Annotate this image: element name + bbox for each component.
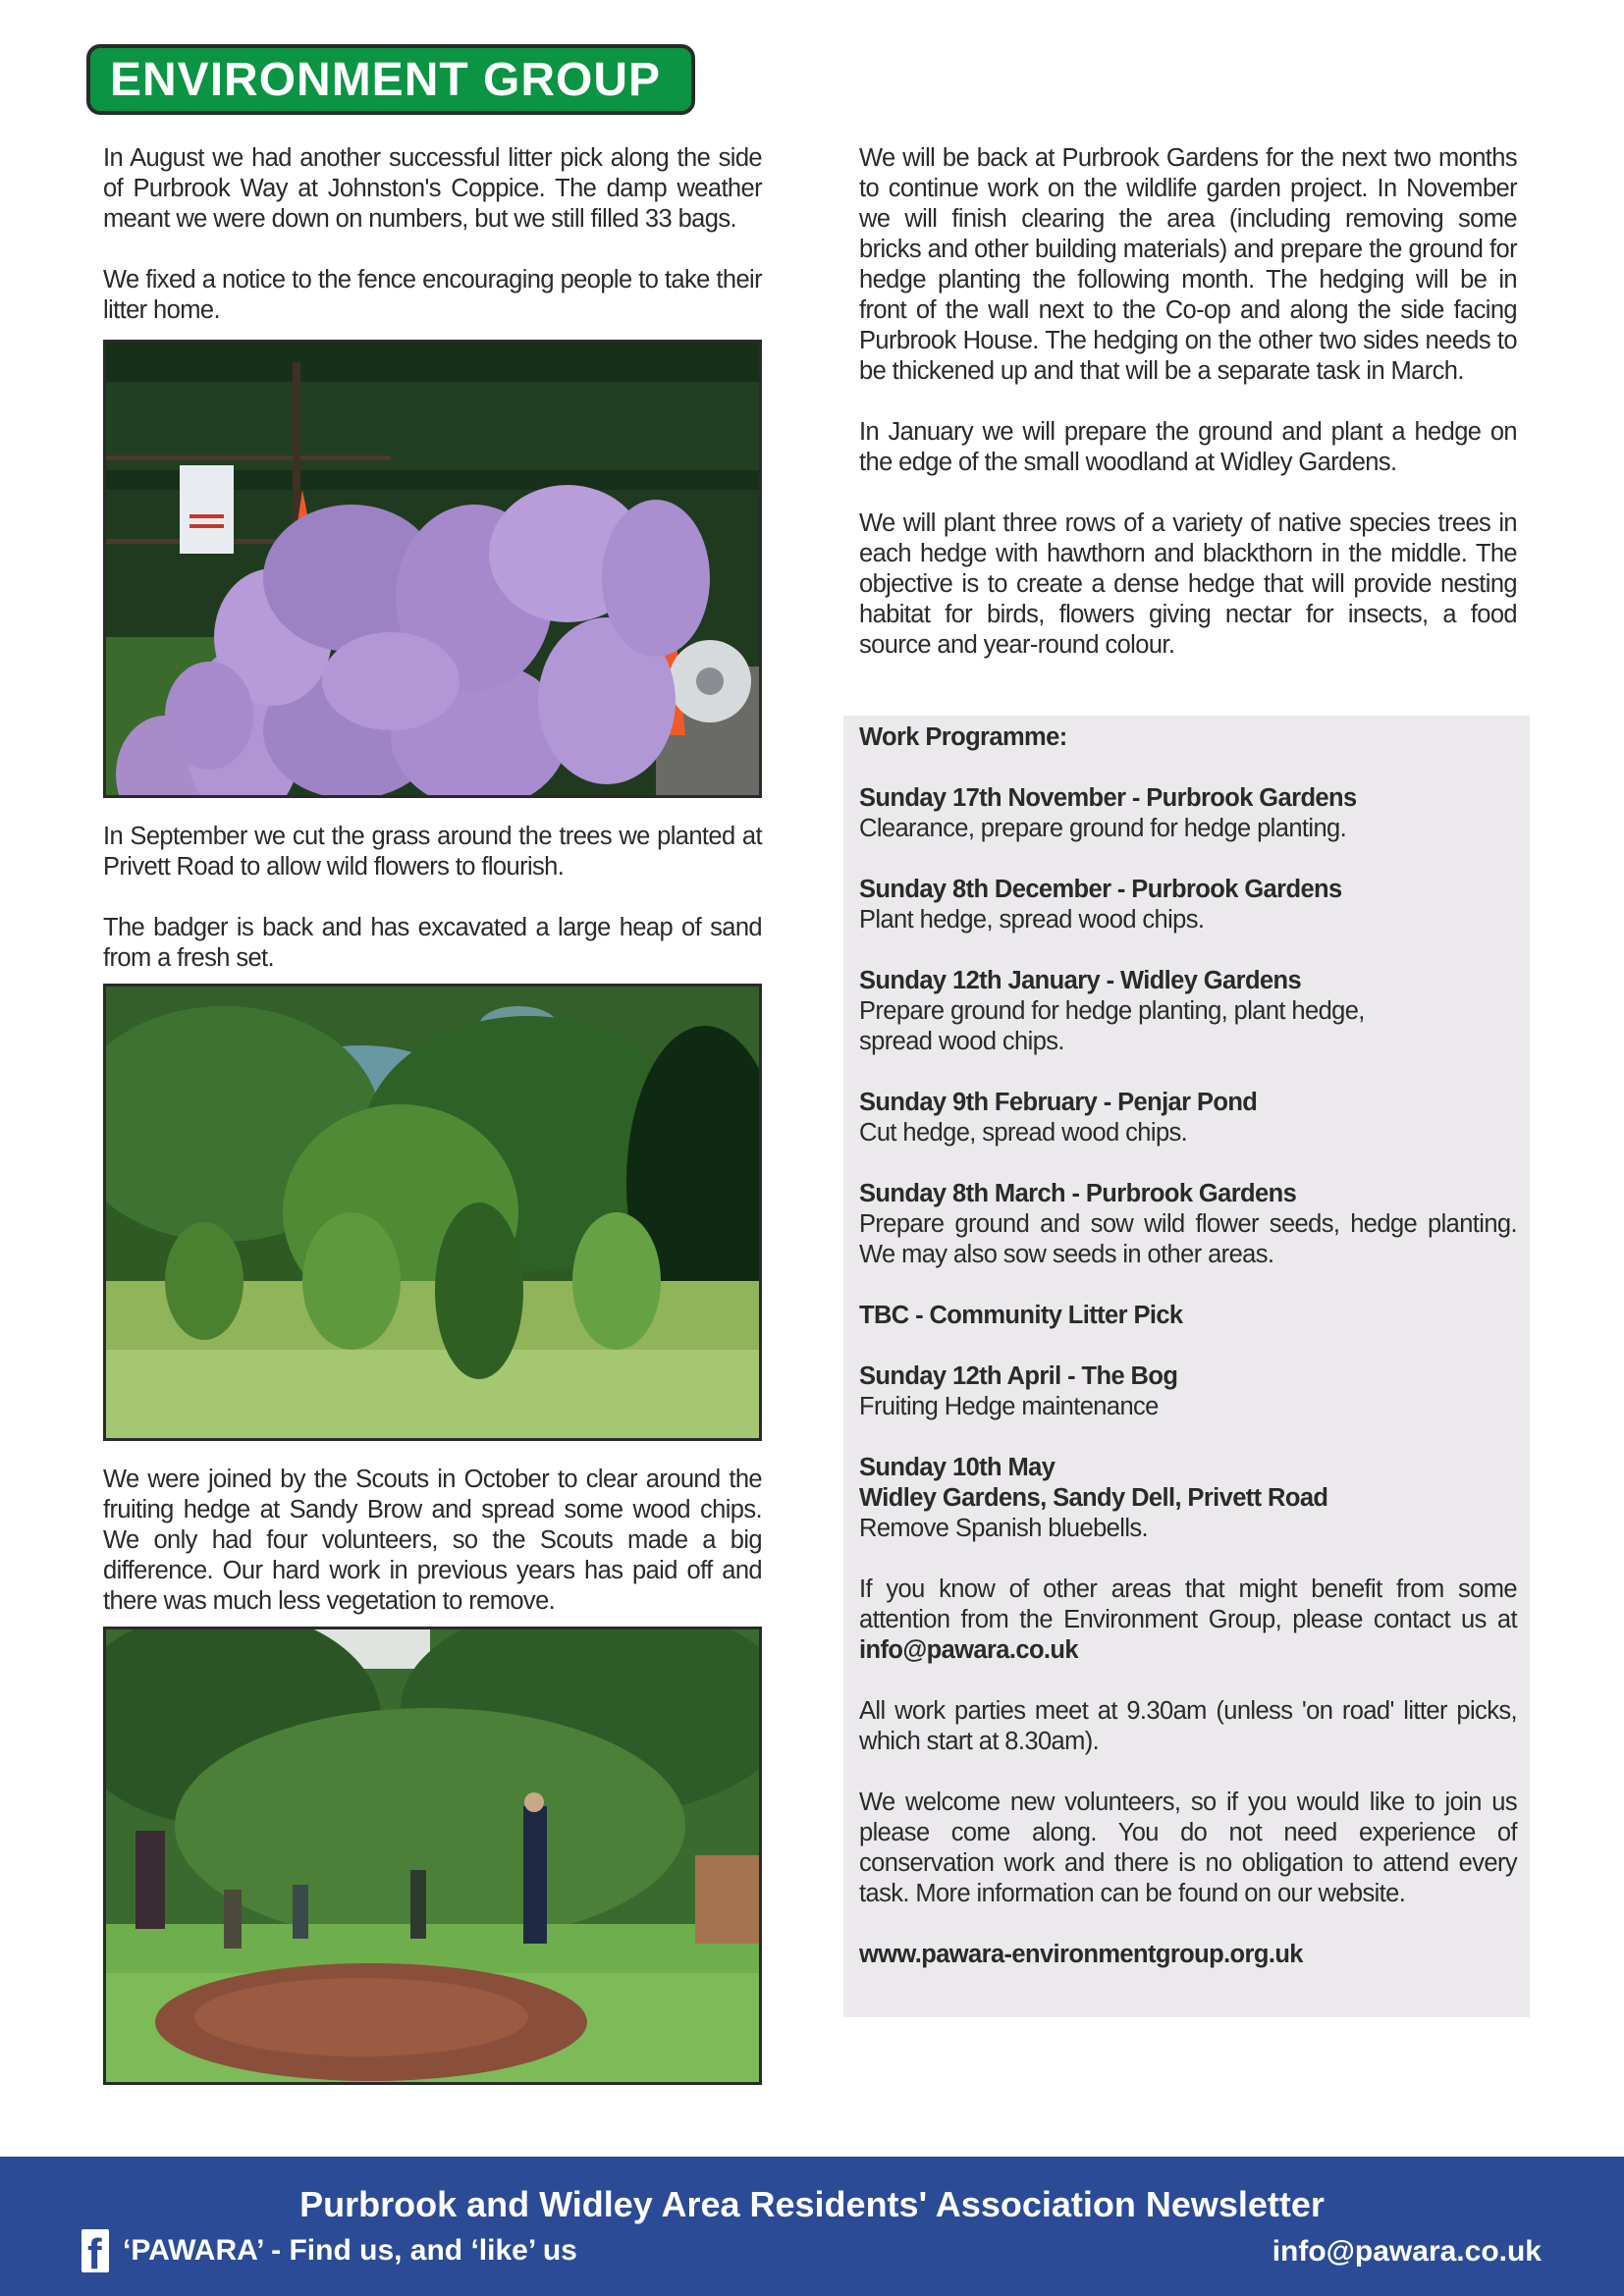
event-detail: Clearance, prepare ground for hedge planting. [859,815,1347,842]
paragraph-notice: We fixed a notice to the fence encouraging people to take their litter home. [103,266,762,324]
programme-event [859,1088,1517,1148]
paragraph-purbrook-gardens: We will be back at Purbrook Gardens for the next two months to continue work on the wildlife garden project. In November we will finish clearing the area (including removing some bricks and other building materials) and prepare the ground for hedge planting the following month. The hedging will be in front of the wall next to the Co-op and along the side facing Purbrook House. The hedging on the other two sides needs to be thickened up and that will be a separate task in March. [859,144,1517,385]
programme-event [859,875,1517,935]
event-title: Sunday 8th March - Purbrook Gardens [859,1180,1297,1207]
section-title: ENVIRONMENT GROUP [110,53,662,106]
event-title: Sunday 10th May [859,1454,1056,1481]
event-detail: Plant hedge, spread wood chips. [859,906,1205,934]
event-title: TBC - Community Litter Pick [859,1302,1183,1329]
paragraph-september-grass: In September we cut the grass around the trees we planted at Privett Road to allow wild flowers to flourish. [103,823,762,881]
programme-event [859,1301,1517,1331]
event-detail: Cut hedge, spread wood chips. [859,1119,1188,1147]
contact-paragraph [859,1575,1517,1666]
programme-event [859,1179,1517,1270]
work-programme-heading: Work Programme: [859,723,1067,751]
newsletter-title: Purbrook and Widley Area Residents' Association Newsletter [299,2184,1325,2224]
paragraph-hedge-plan: We will plant three rows of a variety of native species trees in each hedge with hawthorn and blackthorn in the middle. The objective is to create a dense hedge that will provide nesting habitat for birds, flowers giving nectar for insects, a food source and year-round colour. [859,509,1517,659]
paragraph-august-litter-pick: In August we had another successful litter pick along the side of Purbrook Way at Johnston's Coppice. The damp weather meant we were down on numbers, but we still filled 33 bags. [103,144,762,233]
event-detail: Prepare ground and sow wild flower seeds, hedge planting. We may also sow seeds in other areas. [859,1210,1517,1268]
facebook-text: ‘PAWARA’ - Find us, and ‘like’ us [123,2234,577,2267]
event-title: Sunday 12th April - The Bog [859,1362,1178,1390]
facebook-icon: f [81,2229,109,2272]
paragraph-badger: The badger is back and has excavated a large heap of sand from a fresh set. [103,914,762,972]
contact-text: If you know of other areas that might benefit from some attention from the Environment Group, please contact us at [859,1575,1517,1633]
event-title: Sunday 12th January - Widley Gardens [859,967,1302,994]
newsletter-footer [0,2157,1624,2296]
event-detail: Remove Spanish bluebells. [859,1515,1149,1542]
programme-event [859,966,1517,1057]
privett-road-trees-photo [103,984,762,1441]
website-link[interactable]: www.pawara-environmentgroup.org.uk [859,1941,1303,1968]
left-column [103,143,762,2085]
sandy-brow-scouts-photo [103,1627,762,2085]
event-locations: Widley Gardens, Sandy Dell, Privett Road [859,1484,1328,1512]
litter-bags-photo [103,340,762,798]
event-detail: Fruiting Hedge maintenance [859,1393,1159,1420]
footer-email-link[interactable]: info@pawara.co.uk [1272,2235,1542,2268]
meeting-time-paragraph: All work parties meet at 9.30am (unless 'on road' litter picks, which start at 8.30am). [859,1697,1517,1755]
work-programme [859,722,1517,1970]
programme-event [859,783,1517,844]
right-column [859,143,1517,661]
section-title-badge [86,44,695,115]
paragraph-january-widley: In January we will prepare the ground and plant a hedge on the edge of the small woodland at Widley Gardens. [859,418,1517,476]
programme-event [859,1453,1517,1544]
paragraph-scouts-october: We were joined by the Scouts in October to clear around the fruiting hedge at Sandy Brow and spread some wood chips. We only had four volunteers, so the Scouts made a big difference. Our hard work in previous years has paid off and there was much less vegetation to remove. [103,1466,762,1615]
event-title: Sunday 17th November - Purbrook Gardens [859,784,1357,812]
event-detail: Prepare ground for hedge planting, plant hedge, spread wood chips. [859,997,1365,1055]
volunteers-paragraph: We welcome new volunteers, so if you would like to join us please come along. You do not need experience of conservation work and there is no obligation to attend every task. More information can be found on our website. [859,1789,1517,1907]
event-title: Sunday 9th February - Penjar Pond [859,1089,1258,1116]
event-title: Sunday 8th December - Purbrook Gardens [859,876,1342,903]
contact-email-link[interactable]: info@pawara.co.uk [859,1636,1078,1664]
programme-event [859,1362,1517,1422]
facebook-link[interactable] [81,2229,577,2278]
